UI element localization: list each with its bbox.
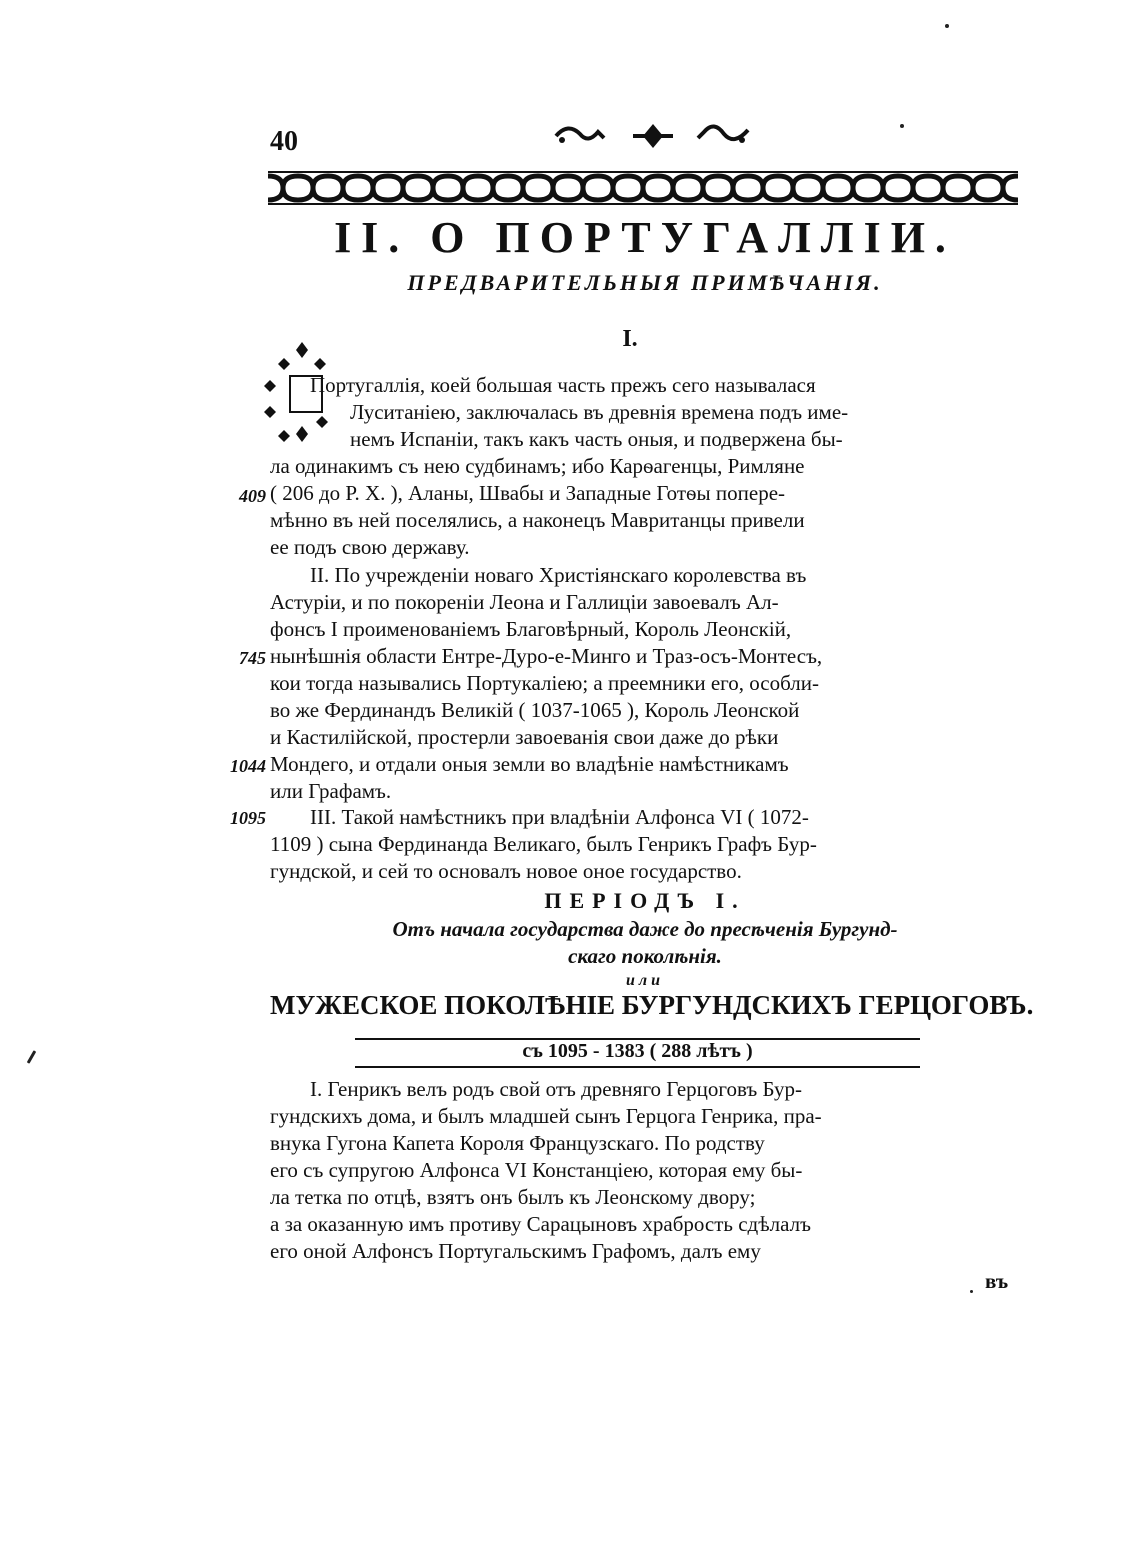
text-line: III. Такой намѣстникъ при владѣніи Алфонса VI ( 1072- (310, 805, 809, 829)
period-subtitle-line: скаго поколѣнія. (568, 944, 722, 968)
text-line: во же Фердинандъ Великій ( 1037-1065 ), Король Леонской (270, 698, 800, 722)
rule-bottom (355, 1066, 920, 1068)
period-subtitle (270, 916, 1020, 970)
period-title: ПЕРІОДЪ I. (544, 888, 746, 913)
text-line: нынѣшнія области Ентре-Дуро-е-Минго и Траз-осъ-Монтесъ, (270, 644, 823, 668)
text-line: внука Гугона Капета Короля Французскаго. По родству (270, 1131, 765, 1155)
conjunction-or: или (625, 972, 664, 989)
section-number: I. (622, 326, 638, 352)
scan-speck (970, 1290, 973, 1293)
catchword: въ (985, 1269, 1009, 1293)
text-line: мѣнно въ ней поселялись, а наконецъ Мавританцы привели (270, 508, 805, 532)
text-line: гундской, и сей то основалъ новое оное государство. (270, 859, 742, 883)
date-range: съ 1095 - 1383 ( 288 лѣтъ ) (522, 1040, 753, 1062)
text-line: ла одинакимъ съ нею судбинамъ; ибо Карѳагенцы, Римляне (270, 454, 805, 478)
text-line: или Графамъ. (270, 779, 392, 803)
scan-speck (900, 124, 904, 128)
paragraph-3 (270, 804, 1015, 885)
margin-note-year: 1095 (230, 808, 266, 828)
text-line: Португаллія, коей большая часть прежъ сего называлася (310, 373, 816, 397)
text-line: 1109 ) сына Фердинанда Великаго, былъ Генрикъ Графъ Бур- (270, 832, 817, 856)
text-line: ла тетка по отцѣ, взятъ онъ былъ къ Леонскому двору; (270, 1185, 756, 1209)
paragraph-4 (270, 1076, 1015, 1265)
text-line: I. Генрикъ велъ родъ свой отъ древняго Герцоговъ Бур- (310, 1077, 803, 1101)
dynasty-heading: МУЖЕСКОЕ ПОКОЛѢНІЕ БУРГУНДСКИХЪ ГЕРЦОГОВЪ. (270, 990, 1034, 1020)
text-line: Астуріи, и по покореніи Леона и Галлиціи завоевалъ Ал- (270, 590, 779, 614)
period-subtitle-line: Отъ начала государства даже до пресѣченія Бургунд- (392, 917, 898, 941)
margin-note-year: 745 (239, 648, 266, 668)
head-ornament (548, 118, 758, 154)
chapter-title: II. О ПОРТУГАЛЛІИ. (334, 213, 956, 262)
scan-speck (27, 1050, 37, 1064)
text-line: фонсъ I проименованіемъ Благовѣрный, Король Леонскій, (270, 617, 792, 641)
decorative-border (268, 168, 1018, 208)
page-number: 40 (270, 126, 298, 157)
text-line: гундскихъ дома, и былъ младшей сынъ Герцога Генрика, пра- (270, 1104, 822, 1128)
text-line: ее подъ свою державу. (270, 535, 470, 559)
text-line: ( 206 до Р. Х. ), Аланы, Швабы и Западные Готѳы попере- (270, 481, 786, 505)
text-line: его съ супругою Алфонса VI Констанціею, которая ему бы- (270, 1158, 803, 1182)
paragraph-2 (270, 562, 1015, 805)
chapter-subtitle: ПРЕДВАРИТЕЛЬНЫЯ ПРИМѢЧАНІЯ. (407, 270, 883, 295)
margin-note-year: 409 (239, 486, 266, 506)
text-line: а за оказанную имъ противу Сарацыновъ храбрость сдѣлалъ (270, 1212, 811, 1236)
text-line: и Кастилійской, простерли завоеванія свои даже до рѣки (270, 725, 779, 749)
paragraph-1-cont (270, 453, 1015, 561)
text-line: Луситаніею, заключалась въ древнія времена подъ име- (350, 400, 849, 424)
text-line: Мондего, и отдали оныя земли во владѣніе намѣстникамъ (270, 752, 789, 776)
scan-speck (945, 24, 949, 28)
margin-note-year: 1044 (230, 756, 266, 776)
paragraph-1 (270, 372, 1015, 453)
text-line: его оной Алфонсъ Португальскимъ Графомъ, далъ ему (270, 1239, 761, 1263)
text-line: кои тогда назывались Портукаліею; а преемники его, особли- (270, 671, 819, 695)
text-line: немъ Испаніи, такъ какъ часть оныя, и подвержена бы- (350, 427, 843, 451)
text-line: II. По учрежденіи новаго Христіянскаго королевства въ (310, 563, 807, 587)
